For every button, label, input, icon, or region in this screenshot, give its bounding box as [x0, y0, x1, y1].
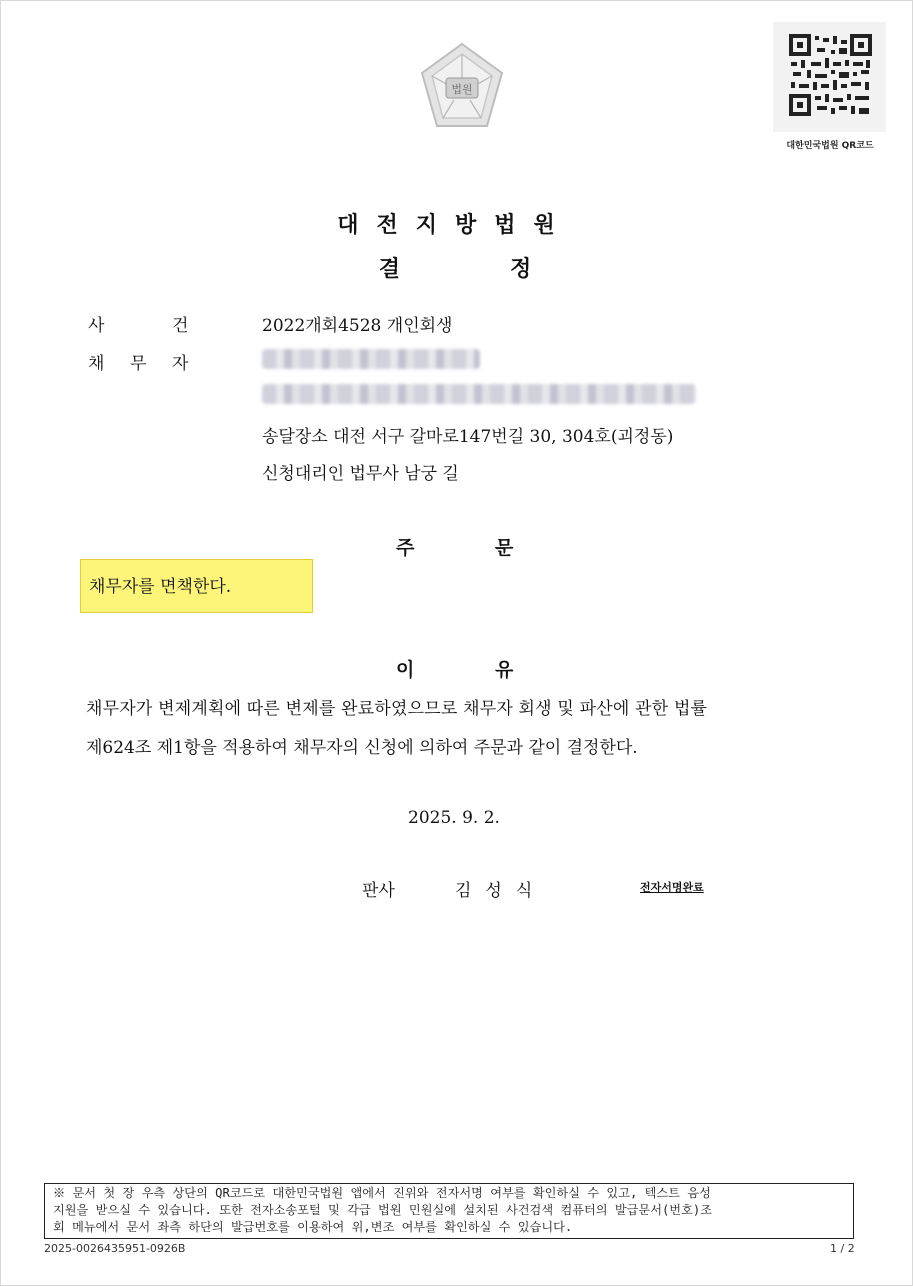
order-heading-char: 문	[495, 537, 514, 559]
redacted-debtor-name	[262, 349, 480, 369]
document-type	[300, 252, 610, 283]
reason-text-line: 제624조 제1항을 적용하여 채무자의 신청에 의하여 주문과 같이 결정한다.	[86, 738, 638, 758]
qr-code-label: 대한민국법원 QR코드	[786, 141, 874, 151]
court-emblem-icon	[412, 40, 512, 134]
reason-text-line: 채무자가 변제계획에 따른 변제를 완료하였으므로 채무자 회생 및 파산에 관한 법률	[86, 699, 708, 719]
redacted-debtor-address	[262, 384, 696, 404]
delivery-address: 송달장소 대전 서구 갈마로147번길 30, 304호(괴정동)	[262, 427, 674, 447]
reason-heading-char: 이	[396, 659, 415, 681]
notice-line: ※ 문서 첫 장 우측 상단의 QR코드로 대한민국법원 앱에서 진위와 전자서명 여부를 확인하실 수 있고, 텍스트 음성	[53, 1186, 711, 1200]
issue-number: 2025-0026435951-0926B	[44, 1242, 186, 1255]
judge-title: 판사	[362, 881, 395, 901]
doc-type-char: 정	[510, 257, 532, 282]
order-text: 채무자를 면책한다.	[89, 577, 232, 597]
case-number: 2022개회4528 개인회생	[262, 316, 453, 336]
verification-notice	[44, 1183, 854, 1239]
debtor-label-char: 무	[130, 354, 147, 374]
case-label-char: 건	[172, 316, 189, 336]
reason-heading-char: 유	[495, 659, 514, 681]
court-name: 대전지방법원	[337, 213, 573, 238]
order-highlight	[80, 559, 313, 613]
debtor-label-char: 채	[88, 354, 105, 374]
seal-text: 법원	[451, 83, 473, 96]
e-signature-status: 전자서명완료	[640, 881, 704, 894]
page-number: 1 / 2	[830, 1242, 855, 1255]
notice-line: 회 메뉴에서 문서 좌측 하단의 발급번호를 이용하여 위,변조 여부를 확인하실 수 있습니다.	[53, 1220, 573, 1234]
debtor-label-char: 자	[172, 354, 189, 374]
case-label-char: 사	[88, 316, 105, 336]
order-heading-char: 주	[396, 537, 415, 559]
qr-code	[773, 22, 886, 132]
applicant-agent: 신청대리인 법무사 남궁 길	[262, 464, 459, 484]
judge-name: 김성식	[455, 881, 547, 901]
notice-line: 지원을 받으실 수 있습니다. 또한 전자소송포털 및 각급 법원 민원실에 설치된 사건검색 컴퓨터의 발급문서(번호)조	[53, 1203, 712, 1217]
qr-code-icon	[773, 22, 886, 132]
doc-type-char: 결	[378, 257, 400, 282]
decision-date: 2025. 9. 2.	[408, 808, 500, 828]
